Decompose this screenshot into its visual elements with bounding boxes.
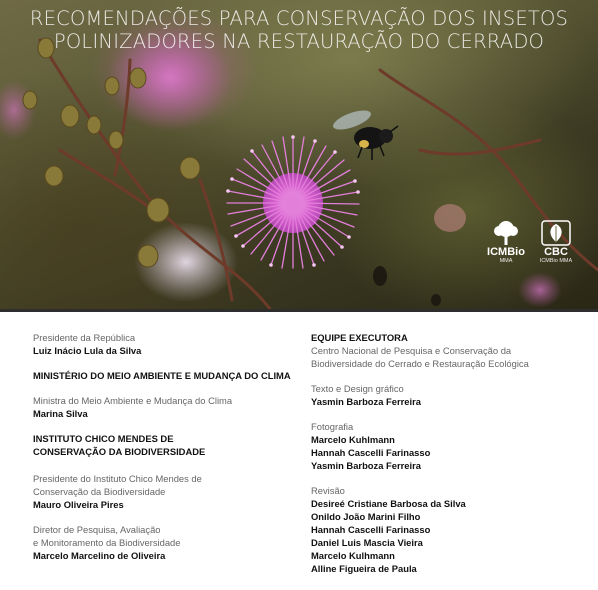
- photographer-name: Hannah Cascelli Farinasso: [311, 447, 431, 458]
- institute-president-role-line-1: Presidente do Instituto Chico Mendes de: [33, 473, 202, 484]
- review-role: Revisão: [311, 485, 345, 496]
- institution-logos: [484, 220, 594, 276]
- ministry-block: [33, 369, 295, 382]
- director-role-line-2: e Monitoramento da Biodiversidade: [33, 537, 181, 548]
- design-role: Texto e Design gráfico: [311, 383, 404, 394]
- center-name-line-2: Biodiversidade do Cerrado e Restauração Ecológica: [311, 358, 529, 369]
- team-heading: EQUIPE EXECUTORA: [311, 332, 408, 343]
- ministry-heading: MINISTÉRIO DO MEIO AMBIENTE E MUDANÇA DO CLIMA: [33, 370, 291, 381]
- reviewer-name: Daniel Luis Mascia Vieira: [311, 537, 423, 548]
- design-name: Yasmin Barboza Ferreira: [311, 396, 421, 407]
- icmbio-logo-name: ICMBio: [487, 246, 525, 258]
- director-name: Marcelo Marcelino de Oliveira: [33, 550, 166, 561]
- photography-role: Fotografia: [311, 421, 354, 432]
- center-name-line-1: Centro Nacional de Pesquisa e Conservação da: [311, 345, 512, 356]
- icmbio-logo-sub: MMA: [499, 258, 513, 264]
- minister-role: Ministra do Meio Ambiente e Mudança do Clima: [33, 395, 233, 406]
- icmbio-logo: [484, 220, 528, 264]
- institute-block: [33, 432, 295, 458]
- institute-heading-line-2: CONSERVAÇÃO DA BIODIVERSIDADE: [33, 446, 206, 457]
- cover-title-line-1: RECOMENDAÇÕES PARA CONSERVAÇÃO DOS INSETOS: [29, 7, 569, 30]
- credits-right-column: [311, 331, 591, 587]
- president-role: Presidente da República: [33, 332, 136, 343]
- reviewer-name: Hannah Cascelli Farinasso: [311, 524, 431, 535]
- photography-block: [311, 420, 591, 472]
- president-name: Luiz Inácio Lula da Silva: [33, 345, 142, 356]
- team-block: [311, 331, 591, 370]
- reviewer-name: Onildo João Marini Filho: [311, 511, 421, 522]
- cbc-leaf-icon: [541, 220, 571, 246]
- photographer-name: Yasmin Barboza Ferreira: [311, 460, 421, 471]
- review-block: [311, 484, 591, 575]
- reviewer-name: Alline Figueira de Paula: [311, 563, 417, 574]
- institute-president-name: Mauro Oliveira Pires: [33, 499, 124, 510]
- cbc-logo: [536, 220, 576, 264]
- director-role-line-1: Diretor de Pesquisa, Avaliação: [33, 524, 161, 535]
- reviewer-name: Marcelo Kulhmann: [311, 550, 395, 561]
- president-block: [33, 331, 295, 357]
- cbc-logo-name: CBC: [544, 246, 568, 258]
- cover-divider: [0, 309, 598, 312]
- cover-title-line-2: POLINIZADORES NA RESTAURAÇÃO DO CERRADO: [53, 30, 545, 53]
- credits-left-column: [33, 331, 295, 574]
- director-block: [33, 523, 295, 562]
- cover-title: [0, 7, 598, 53]
- institute-heading-line-1: INSTITUTO CHICO MENDES DE: [33, 433, 174, 444]
- institute-president-block: [33, 472, 295, 511]
- minister-name: Marina Silva: [33, 408, 88, 419]
- design-block: [311, 382, 591, 408]
- reviewer-name: Desireé Cristiane Barbosa da Silva: [311, 498, 466, 509]
- cbc-logo-sub: ICMBio MMA: [539, 258, 573, 264]
- icmbio-tree-icon: [491, 220, 521, 246]
- photographer-name: Marcelo Kuhlmann: [311, 434, 395, 445]
- minister-block: [33, 394, 295, 420]
- institute-president-role-line-2: Conservação da Biodiversidade: [33, 486, 166, 497]
